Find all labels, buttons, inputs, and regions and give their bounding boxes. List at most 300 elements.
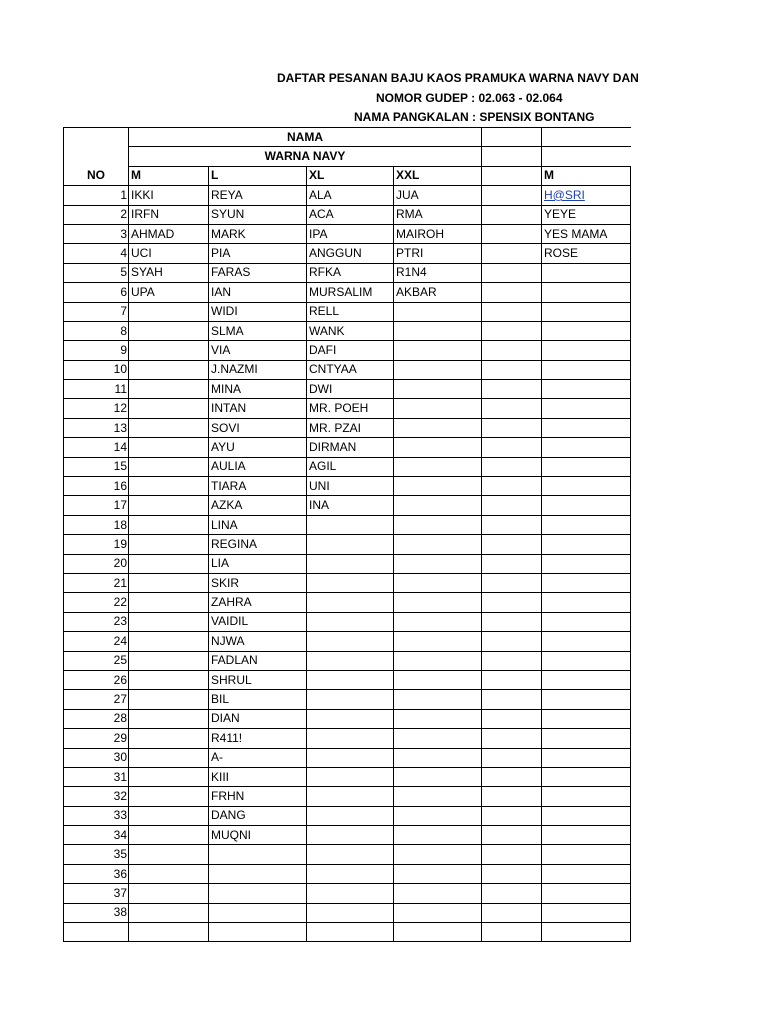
cell-blank[interactable] bbox=[482, 535, 542, 554]
cell-xxl[interactable] bbox=[394, 729, 482, 748]
cell-blank[interactable] bbox=[482, 690, 542, 709]
cell-blank[interactable] bbox=[482, 767, 542, 786]
header-cell[interactable] bbox=[482, 128, 542, 147]
cell-blank[interactable] bbox=[482, 496, 542, 515]
row-number[interactable]: 18 bbox=[64, 515, 129, 534]
cell-m2[interactable] bbox=[542, 651, 631, 670]
cell-l[interactable]: SOVI bbox=[209, 418, 307, 437]
cell-xxl[interactable] bbox=[394, 380, 482, 399]
cell-blank[interactable] bbox=[482, 477, 542, 496]
cell-xxl[interactable] bbox=[394, 923, 482, 942]
cell-m2[interactable] bbox=[542, 573, 631, 592]
cell-blank[interactable] bbox=[482, 884, 542, 903]
cell-m2[interactable] bbox=[542, 263, 631, 282]
cell-xxl[interactable]: AKBAR bbox=[394, 283, 482, 302]
cell-l[interactable]: FARAS bbox=[209, 263, 307, 282]
cell-m[interactable] bbox=[129, 554, 209, 573]
cell-m2[interactable] bbox=[542, 360, 631, 379]
cell-m2[interactable] bbox=[542, 321, 631, 340]
cell-l[interactable]: REGINA bbox=[209, 535, 307, 554]
cell-xl[interactable]: ACA bbox=[307, 205, 394, 224]
row-number[interactable]: 5 bbox=[64, 263, 129, 282]
size-m2-header[interactable]: M bbox=[542, 166, 631, 185]
cell-m2[interactable] bbox=[542, 302, 631, 321]
cell-l[interactable]: FADLAN bbox=[209, 651, 307, 670]
cell-m2[interactable] bbox=[542, 923, 631, 942]
row-number[interactable]: 15 bbox=[64, 457, 129, 476]
row-number[interactable]: 27 bbox=[64, 690, 129, 709]
cell-m2[interactable]: YES MAMA bbox=[542, 224, 631, 243]
cell-l[interactable]: SLMA bbox=[209, 321, 307, 340]
cell-blank[interactable] bbox=[482, 845, 542, 864]
table-row bbox=[64, 380, 631, 399]
warna-navy-header[interactable]: WARNA NAVY bbox=[129, 147, 482, 166]
cell-xxl[interactable] bbox=[394, 845, 482, 864]
cell-m[interactable] bbox=[129, 573, 209, 592]
cell-l[interactable]: LINA bbox=[209, 515, 307, 534]
cell-m2[interactable] bbox=[542, 496, 631, 515]
cell-blank[interactable] bbox=[482, 283, 542, 302]
cell-blank[interactable] bbox=[482, 612, 542, 631]
cell-xxl[interactable] bbox=[394, 651, 482, 670]
cell-m2[interactable] bbox=[542, 632, 631, 651]
cell-l[interactable]: NJWA bbox=[209, 632, 307, 651]
cell-l[interactable] bbox=[209, 845, 307, 864]
cell-l[interactable]: SHRUL bbox=[209, 670, 307, 689]
cell-blank[interactable] bbox=[482, 263, 542, 282]
header-cell[interactable] bbox=[542, 147, 631, 166]
cell-l[interactable]: WIDI bbox=[209, 302, 307, 321]
cell-xxl[interactable] bbox=[394, 360, 482, 379]
cell-xl[interactable] bbox=[307, 515, 394, 534]
cell-m[interactable] bbox=[129, 670, 209, 689]
cell-m2[interactable]: ROSE bbox=[542, 244, 631, 263]
cell-blank[interactable] bbox=[482, 632, 542, 651]
cell-xxl[interactable] bbox=[394, 826, 482, 845]
header-cell[interactable] bbox=[482, 147, 542, 166]
cell-m[interactable]: UCI bbox=[129, 244, 209, 263]
cell-m2[interactable]: YEYE bbox=[542, 205, 631, 224]
cell-m[interactable] bbox=[129, 477, 209, 496]
cell-xxl[interactable] bbox=[394, 787, 482, 806]
cell-xl[interactable] bbox=[307, 612, 394, 631]
cell-m2[interactable] bbox=[542, 709, 631, 728]
row-number[interactable]: 10 bbox=[64, 360, 129, 379]
header-cell[interactable] bbox=[542, 128, 631, 147]
cell-xxl[interactable] bbox=[394, 477, 482, 496]
cell-m[interactable] bbox=[129, 690, 209, 709]
cell-blank[interactable] bbox=[482, 438, 542, 457]
cell-m[interactable] bbox=[129, 826, 209, 845]
row-number[interactable]: 6 bbox=[64, 283, 129, 302]
cell-m2[interactable] bbox=[542, 826, 631, 845]
cell-l[interactable]: KIII bbox=[209, 767, 307, 786]
cell-m[interactable] bbox=[129, 399, 209, 418]
cell-l[interactable]: FRHN bbox=[209, 787, 307, 806]
cell-blank[interactable] bbox=[482, 360, 542, 379]
nama-header[interactable]: NAMA bbox=[129, 128, 482, 147]
cell-xl[interactable] bbox=[307, 845, 394, 864]
cell-xl[interactable] bbox=[307, 748, 394, 767]
cell-xl[interactable]: MURSALIM bbox=[307, 283, 394, 302]
row-number[interactable]: 16 bbox=[64, 477, 129, 496]
no-header[interactable]: NO bbox=[64, 166, 129, 185]
cell-xl[interactable] bbox=[307, 690, 394, 709]
cell-xl[interactable]: AGIL bbox=[307, 457, 394, 476]
row-number[interactable]: 20 bbox=[64, 554, 129, 573]
cell-xl[interactable] bbox=[307, 651, 394, 670]
cell-blank[interactable] bbox=[482, 864, 542, 883]
cell-blank[interactable] bbox=[482, 554, 542, 573]
cell-xxl[interactable] bbox=[394, 709, 482, 728]
cell-m2[interactable] bbox=[542, 670, 631, 689]
no-header-top[interactable] bbox=[64, 128, 129, 147]
cell-m2[interactable] bbox=[542, 535, 631, 554]
row-number[interactable]: 30 bbox=[64, 748, 129, 767]
cell-l[interactable]: VIA bbox=[209, 341, 307, 360]
row-number[interactable]: 25 bbox=[64, 651, 129, 670]
cell-xl[interactable]: IPA bbox=[307, 224, 394, 243]
cell-blank[interactable] bbox=[482, 670, 542, 689]
row-number[interactable]: 35 bbox=[64, 845, 129, 864]
cell-xl[interactable]: DIRMAN bbox=[307, 438, 394, 457]
cell-xxl[interactable] bbox=[394, 438, 482, 457]
cell-m[interactable] bbox=[129, 923, 209, 942]
cell-m[interactable]: IKKI bbox=[129, 186, 209, 205]
cell-blank[interactable] bbox=[482, 748, 542, 767]
table-row bbox=[64, 709, 631, 728]
cell-xxl[interactable] bbox=[394, 535, 482, 554]
cell-l[interactable]: J.NAZMI bbox=[209, 360, 307, 379]
cell-m[interactable] bbox=[129, 302, 209, 321]
row-number[interactable]: 28 bbox=[64, 709, 129, 728]
cell-xxl[interactable] bbox=[394, 748, 482, 767]
cell-m2[interactable] bbox=[542, 399, 631, 418]
cell-xl[interactable] bbox=[307, 923, 394, 942]
row-number[interactable]: 8 bbox=[64, 321, 129, 340]
cell-xxl[interactable] bbox=[394, 399, 482, 418]
row-number[interactable]: 9 bbox=[64, 341, 129, 360]
cell-m2[interactable] bbox=[542, 515, 631, 534]
cell-m[interactable] bbox=[129, 515, 209, 534]
cell-blank[interactable] bbox=[482, 787, 542, 806]
cell-xxl[interactable] bbox=[394, 302, 482, 321]
cell-xl[interactable] bbox=[307, 670, 394, 689]
cell-m[interactable] bbox=[129, 884, 209, 903]
cell-xl[interactable] bbox=[307, 554, 394, 573]
email-link[interactable]: H@SRI bbox=[544, 187, 585, 202]
cell-xxl[interactable] bbox=[394, 418, 482, 437]
cell-l[interactable]: TIARA bbox=[209, 477, 307, 496]
table-row bbox=[64, 729, 631, 748]
cell-l[interactable] bbox=[209, 903, 307, 922]
size-m-header[interactable]: M bbox=[129, 166, 209, 185]
cell-m2[interactable] bbox=[542, 845, 631, 864]
cell-xxl[interactable] bbox=[394, 612, 482, 631]
cell-xl[interactable] bbox=[307, 864, 394, 883]
document-title: DAFTAR PESANAN BAJU KAOS PRAMUKA WARNA NAVY DAN bbox=[277, 71, 639, 85]
cell-blank[interactable] bbox=[482, 224, 542, 243]
cell-l[interactable]: MINA bbox=[209, 380, 307, 399]
row-number[interactable]: 12 bbox=[64, 399, 129, 418]
size-blank-header[interactable] bbox=[482, 166, 542, 185]
cell-xl[interactable]: RELL bbox=[307, 302, 394, 321]
cell-l[interactable]: DIAN bbox=[209, 709, 307, 728]
cell-l[interactable]: LIA bbox=[209, 554, 307, 573]
cell-xl[interactable]: MR. PZAI bbox=[307, 418, 394, 437]
cell-blank[interactable] bbox=[482, 341, 542, 360]
cell-m[interactable] bbox=[129, 845, 209, 864]
cell-l[interactable]: SYUN bbox=[209, 205, 307, 224]
cell-l[interactable]: MUQNI bbox=[209, 826, 307, 845]
cell-blank[interactable] bbox=[482, 903, 542, 922]
cell-m[interactable] bbox=[129, 864, 209, 883]
cell-m[interactable] bbox=[129, 360, 209, 379]
cell-blank[interactable] bbox=[482, 729, 542, 748]
row-number[interactable]: 31 bbox=[64, 767, 129, 786]
cell-m[interactable] bbox=[129, 787, 209, 806]
cell-blank[interactable] bbox=[482, 593, 542, 612]
cell-m2[interactable] bbox=[542, 418, 631, 437]
cell-xxl[interactable] bbox=[394, 457, 482, 476]
cell-blank[interactable] bbox=[482, 826, 542, 845]
row-number[interactable]: 36 bbox=[64, 864, 129, 883]
cell-xxl[interactable] bbox=[394, 864, 482, 883]
cell-xl[interactable]: MR. POEH bbox=[307, 399, 394, 418]
cell-l[interactable]: AYU bbox=[209, 438, 307, 457]
cell-m2[interactable] bbox=[542, 748, 631, 767]
cell-l[interactable]: MARK bbox=[209, 224, 307, 243]
table-row bbox=[64, 826, 631, 845]
cell-m[interactable] bbox=[129, 806, 209, 825]
cell-xxl[interactable] bbox=[394, 690, 482, 709]
cell-m[interactable] bbox=[129, 903, 209, 922]
cell-blank[interactable] bbox=[482, 651, 542, 670]
cell-m[interactable] bbox=[129, 767, 209, 786]
row-number[interactable]: 23 bbox=[64, 612, 129, 631]
cell-xxl[interactable] bbox=[394, 670, 482, 689]
cell-m[interactable] bbox=[129, 380, 209, 399]
cell-blank[interactable] bbox=[482, 515, 542, 534]
cell-m[interactable] bbox=[129, 341, 209, 360]
row-number[interactable]: 32 bbox=[64, 787, 129, 806]
cell-xxl[interactable] bbox=[394, 632, 482, 651]
cell-m2[interactable] bbox=[542, 806, 631, 825]
row-number[interactable]: 34 bbox=[64, 826, 129, 845]
table-row bbox=[64, 399, 631, 418]
row-number[interactable]: 22 bbox=[64, 593, 129, 612]
cell-l[interactable] bbox=[209, 864, 307, 883]
cell-xxl[interactable] bbox=[394, 515, 482, 534]
cell-l[interactable]: AULIA bbox=[209, 457, 307, 476]
cell-m2[interactable] bbox=[542, 767, 631, 786]
row-number[interactable]: 3 bbox=[64, 224, 129, 243]
cell-l[interactable] bbox=[209, 884, 307, 903]
cell-m[interactable] bbox=[129, 748, 209, 767]
cell-xl[interactable] bbox=[307, 767, 394, 786]
cell-m2[interactable] bbox=[542, 690, 631, 709]
row-number[interactable]: 4 bbox=[64, 244, 129, 263]
row-number[interactable]: 11 bbox=[64, 380, 129, 399]
cell-l[interactable]: VAIDIL bbox=[209, 612, 307, 631]
cell-xl[interactable]: CNTYAA bbox=[307, 360, 394, 379]
cell-m2[interactable] bbox=[542, 554, 631, 573]
cell-m2[interactable] bbox=[542, 787, 631, 806]
cell-xxl[interactable]: RMA bbox=[394, 205, 482, 224]
table-row bbox=[64, 748, 631, 767]
row-number[interactable]: 17 bbox=[64, 496, 129, 515]
cell-m[interactable] bbox=[129, 321, 209, 340]
cell-m2[interactable] bbox=[542, 380, 631, 399]
cell-m[interactable] bbox=[129, 651, 209, 670]
cell-m2[interactable] bbox=[542, 729, 631, 748]
cell-xxl[interactable]: JUA bbox=[394, 186, 482, 205]
row-number[interactable]: 1 bbox=[64, 186, 129, 205]
row-number[interactable]: 2 bbox=[64, 205, 129, 224]
cell-xxl[interactable]: PTRI bbox=[394, 244, 482, 263]
cell-xxl[interactable] bbox=[394, 321, 482, 340]
cell-m2[interactable] bbox=[542, 864, 631, 883]
cell-xxl[interactable]: R1N4 bbox=[394, 263, 482, 282]
row-number[interactable]: 14 bbox=[64, 438, 129, 457]
table-row bbox=[64, 573, 631, 592]
cell-blank[interactable] bbox=[482, 923, 542, 942]
cell-xl[interactable] bbox=[307, 806, 394, 825]
cell-xl[interactable] bbox=[307, 787, 394, 806]
row-number[interactable]: 24 bbox=[64, 632, 129, 651]
cell-m[interactable]: AHMAD bbox=[129, 224, 209, 243]
cell-xxl[interactable] bbox=[394, 903, 482, 922]
cell-m2[interactable] bbox=[542, 457, 631, 476]
cell-xl[interactable] bbox=[307, 593, 394, 612]
cell-blank[interactable] bbox=[482, 418, 542, 437]
cell-blank[interactable] bbox=[482, 186, 542, 205]
cell-m2[interactable] bbox=[542, 477, 631, 496]
cell-blank[interactable] bbox=[482, 573, 542, 592]
cell-xxl[interactable] bbox=[394, 496, 482, 515]
cell-m[interactable] bbox=[129, 709, 209, 728]
cell-m[interactable] bbox=[129, 535, 209, 554]
size-xl-header[interactable]: XL bbox=[307, 166, 394, 185]
cell-blank[interactable] bbox=[482, 205, 542, 224]
cell-xl[interactable] bbox=[307, 903, 394, 922]
cell-m2[interactable] bbox=[542, 612, 631, 631]
cell-xl[interactable] bbox=[307, 573, 394, 592]
cell-blank[interactable] bbox=[482, 244, 542, 263]
cell-m[interactable] bbox=[129, 593, 209, 612]
cell-xxl[interactable] bbox=[394, 593, 482, 612]
cell-l[interactable] bbox=[209, 923, 307, 942]
cell-m2[interactable] bbox=[542, 593, 631, 612]
cell-xl[interactable] bbox=[307, 709, 394, 728]
row-number[interactable]: 37 bbox=[64, 884, 129, 903]
no-header-mid[interactable] bbox=[64, 147, 129, 166]
cell-l[interactable]: R411! bbox=[209, 729, 307, 748]
cell-xl[interactable] bbox=[307, 729, 394, 748]
cell-l[interactable]: AZKA bbox=[209, 496, 307, 515]
cell-blank[interactable] bbox=[482, 399, 542, 418]
cell-m[interactable] bbox=[129, 632, 209, 651]
cell-blank[interactable] bbox=[482, 302, 542, 321]
cell-xxl[interactable] bbox=[394, 573, 482, 592]
cell-m[interactable]: UPA bbox=[129, 283, 209, 302]
cell-l[interactable]: BIL bbox=[209, 690, 307, 709]
cell-m2[interactable] bbox=[542, 884, 631, 903]
cell-blank[interactable] bbox=[482, 457, 542, 476]
cell-xxl[interactable] bbox=[394, 884, 482, 903]
cell-xl[interactable]: DWI bbox=[307, 380, 394, 399]
cell-xxl[interactable] bbox=[394, 554, 482, 573]
cell-xl[interactable] bbox=[307, 826, 394, 845]
cell-m2[interactable] bbox=[542, 186, 631, 205]
cell-l[interactable]: ZAHRA bbox=[209, 593, 307, 612]
cell-m2[interactable] bbox=[542, 283, 631, 302]
cell-xxl[interactable] bbox=[394, 806, 482, 825]
cell-l[interactable]: IAN bbox=[209, 283, 307, 302]
cell-m[interactable] bbox=[129, 496, 209, 515]
cell-m2[interactable] bbox=[542, 903, 631, 922]
row-number[interactable]: 38 bbox=[64, 903, 129, 922]
row-number[interactable]: 26 bbox=[64, 670, 129, 689]
cell-xl[interactable]: DAFI bbox=[307, 341, 394, 360]
cell-blank[interactable] bbox=[482, 709, 542, 728]
row-number[interactable]: 33 bbox=[64, 806, 129, 825]
cell-m[interactable]: IRFN bbox=[129, 205, 209, 224]
cell-m[interactable] bbox=[129, 612, 209, 631]
cell-xl[interactable]: UNI bbox=[307, 477, 394, 496]
cell-blank[interactable] bbox=[482, 806, 542, 825]
cell-xxl[interactable]: MAIROH bbox=[394, 224, 482, 243]
row-number[interactable]: 19 bbox=[64, 535, 129, 554]
cell-l[interactable]: A- bbox=[209, 748, 307, 767]
cell-l[interactable]: INTAN bbox=[209, 399, 307, 418]
table-row bbox=[64, 864, 631, 883]
cell-blank[interactable] bbox=[482, 321, 542, 340]
size-l-header[interactable]: L bbox=[209, 166, 307, 185]
cell-m[interactable] bbox=[129, 457, 209, 476]
cell-xl[interactable]: INA bbox=[307, 496, 394, 515]
cell-xl[interactable]: ALA bbox=[307, 186, 394, 205]
cell-xl[interactable]: WANK bbox=[307, 321, 394, 340]
table-row bbox=[64, 477, 631, 496]
cell-l[interactable]: PIA bbox=[209, 244, 307, 263]
cell-xxl[interactable] bbox=[394, 341, 482, 360]
row-number[interactable]: 13 bbox=[64, 418, 129, 437]
cell-m[interactable] bbox=[129, 729, 209, 748]
cell-xxl[interactable] bbox=[394, 767, 482, 786]
cell-xl[interactable] bbox=[307, 884, 394, 903]
row-number[interactable]: 29 bbox=[64, 729, 129, 748]
row-number[interactable]: 7 bbox=[64, 302, 129, 321]
cell-blank[interactable] bbox=[482, 380, 542, 399]
cell-m[interactable] bbox=[129, 418, 209, 437]
cell-m2[interactable] bbox=[542, 341, 631, 360]
row-number[interactable] bbox=[64, 923, 129, 942]
cell-xl[interactable]: ANGGUN bbox=[307, 244, 394, 263]
row-number[interactable]: 21 bbox=[64, 573, 129, 592]
cell-l[interactable]: DANG bbox=[209, 806, 307, 825]
cell-xl[interactable]: RFKA bbox=[307, 263, 394, 282]
cell-m[interactable]: SYAH bbox=[129, 263, 209, 282]
cell-l[interactable]: REYA bbox=[209, 186, 307, 205]
cell-m[interactable] bbox=[129, 438, 209, 457]
cell-xl[interactable] bbox=[307, 632, 394, 651]
table-row bbox=[64, 690, 631, 709]
cell-xl[interactable] bbox=[307, 535, 394, 554]
cell-m2[interactable] bbox=[542, 438, 631, 457]
cell-l[interactable]: SKIR bbox=[209, 573, 307, 592]
size-xxl-header[interactable]: XXL bbox=[394, 166, 482, 185]
